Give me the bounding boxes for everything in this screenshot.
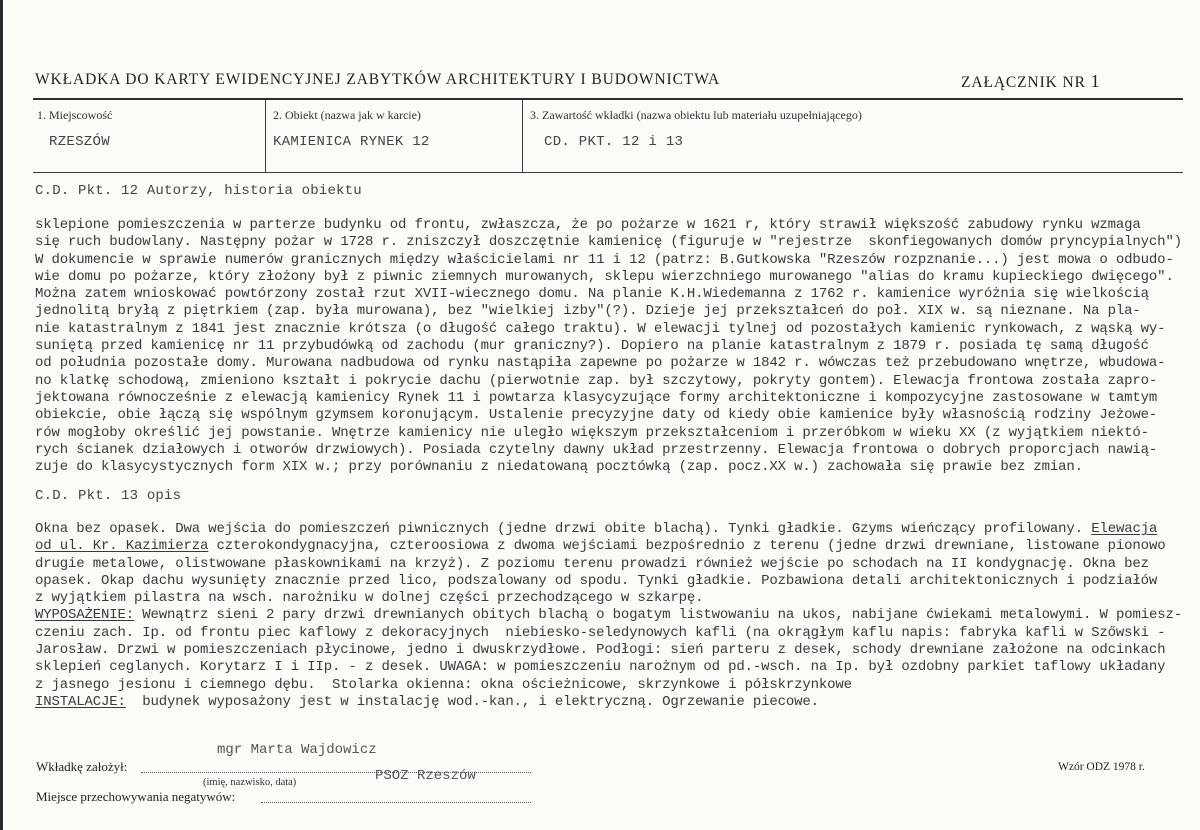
description-text: Okna bez opasek. Dwa wejścia do pomieszczeń piwnicznych (jedne drzwi obite blachą). Tynki gładkie. Gzyms wieńczący profilowany. (35, 521, 1092, 537)
description-text: czterokondygnacyjna, czteroosiowa z dwoma wejściami bezpośrednio z terenu (jedne drzwi drewniane, listowane pionowo (208, 538, 1166, 555)
description-line: drugie metalowe, olistwowane płaskownikami na krzyż). Z poziomu terenu prowadzi również wejście po schodach na II kondygnację. Okna bez (35, 555, 1149, 572)
equipment-line (35, 607, 1195, 624)
history-line: wie domu po pożarze, który złożony był z piwnic ziemnych murowanych, sklepu wierzchniego murowanego "alias do kramu kupieckiego dwięcego". (35, 268, 1174, 285)
history-line: rych ścianek działowych i otworów drzwiowych). Posiada czytelny dawny układ przestrzenny. Elewacja frontowa o dobrych proporcjach nawią- (35, 441, 1158, 458)
history-line: jednolitą bryłą z piętrkiem (zap. była murowana), bez "wielkiej izby"(?). Dzieje jej przekształceń do poł. XIX w. są nieznane. Na pla- (35, 303, 1141, 320)
equipment-line: Jarosław. Drzwi w pomieszczeniach płycinowe, jedno i dwuskrzydłowe. Podłogi: sień parteru z desek, schody drewniane założone na odcinkach (35, 642, 1166, 659)
underlined-text: od ul. Kr. Kazimierza (35, 538, 209, 555)
section-description-heading: C.D. Pkt. 13 opis (35, 488, 182, 504)
history-line: Można zatem wnioskować powtórzony został rzut XVII-wiecznego domu. Na planie K.H.Wiedemanna z 1762 r. kamienice wyróżnia się wielkością (35, 286, 1149, 303)
equipment-text: Wewnątrz sieni 2 pary drzwi drewnianych obitych blachą o bogatym listwowaniu na ukos, nabijane ćwiekami metalowymi. W pomiesz- (134, 607, 1182, 624)
history-line: sklepione pomieszczenia w parterze budynku od frontu, zwłaszcza, że po pożarze w 1621 r, który strawił większość zabudowy rynku wzmaga (35, 217, 1141, 233)
field-label-zawartosc: 3. Zawartość wkładki (nazwa obiektu lub materiału uzupełniającego) (530, 108, 862, 122)
negatives-dotted-line (261, 802, 531, 803)
field-value-obiekt: KAMIENICA RYNEK 12 (273, 134, 430, 150)
history-line: jektowana równocześnie z elewacją kamienicy Rynek 11 i powtarza klasycyzujące formy architektoniczne i kompozycyjne zastosowane w tamtym (35, 389, 1158, 406)
history-line: rów mogłoby określić jej powstanie. Wnętrze kamienicy nie uległo większym przekształceniom i przeróbkom w wieku XX (z wyjątkiem niektó- (35, 424, 1149, 441)
history-line: nie katastralnym z 1841 jest znacznie krótsza (o długość całego traktu). W elewacji tylnej od pozostałych kamienic rynkowach, z wąską wy- (35, 320, 1166, 337)
installations-label: INSTALACJE: (35, 693, 126, 710)
field-value-zawartosc: CD. PKT. 12 i 13 (544, 134, 684, 150)
description-line: opasek. Okap dachu wysunięty znacznie przed lico, podszalowany od spodu. Tynki gładkie. Pozbawiona detali architektonicznych i podziałów (35, 572, 1158, 589)
equipment-line: z jasnego jesionu i ciemnego dębu. Stolarka okienna: okna ościeżnicowe, skrzynkowe i półskrzynkowe (35, 676, 852, 693)
form-version: Wzór ODZ 1978 r. (1058, 761, 1145, 773)
field-label-obiekt: 2. Obiekt (nazwa jak w karcie) (273, 108, 421, 122)
header-rule-top (33, 98, 1183, 100)
field-label-miejscowosc: 1. Miejscowość (37, 108, 113, 122)
author-name: mgr Marta Wajdowicz (217, 742, 377, 758)
author-caption: (imię, nazwisko, data) (203, 777, 297, 788)
history-line: W dokumencie w sprawie numerów granicznych między właścicielami nr 11 i 12 (patrz: B.Gutkowska "Rzeszów rozpznanie...) jest mowa o odbudo- (35, 251, 1174, 268)
field-divider-1 (265, 100, 266, 172)
attachment-label: ZAŁĄCZNIK NR (961, 74, 1086, 91)
attachment-number-value: 1 (1090, 71, 1101, 91)
equipment-line: sklepień ceglanych. Korytarz I i IIp. - z desek. UWAGA: w pomieszczeniu narożnym od pd.-wsch. na Ip. był ozdobny parkiet taflowy układany (35, 659, 1166, 676)
description-paragraph (35, 521, 1195, 711)
attachment-number (961, 71, 1101, 92)
underlined-text: Elewacja (1091, 521, 1158, 537)
equipment-label: WYPOSAŻENIE: (35, 607, 135, 624)
history-paragraph (35, 217, 1195, 476)
negatives-label: Miejsce przechowywania negatywów: (36, 789, 236, 804)
history-line: no klatkę schodową, zmieniono kształt i pokrycie dachu (pierwotnie zap. był szczytowy, pokryty gontem). Elewacja frontowa została zapro- (35, 372, 1158, 389)
author-label: Wkładkę założył: (36, 759, 128, 774)
history-line: zuje do klasycystycznych form XIX w.; przy porównaniu z niedatowaną pocztówką (zap. pocz.XX w.) zachowała się prawie bez zmian. (35, 459, 1083, 476)
header-rule-bottom (33, 172, 1183, 173)
section-history-heading: C.D. Pkt. 12 Autorzy, historia obiektu (35, 183, 362, 199)
history-line: suniętą przed kamienicę nr 11 przybudówką od zachodu (mur graniczny?). Dopiero na planie katastralnym z 1879 r. posiada tę samą długość (35, 338, 1149, 355)
history-line: obiekcie, obie łączą się wspólnym gzymsem koronującym. Ustalenie precyzyjne daty od kiedy obie kamienice były własnością rodziny Jeżowe- (35, 407, 1158, 424)
form-title: WKŁADKA DO KARTY EWIDENCYJNEJ ZABYTKÓW ARCHITEKTURY I BUDOWNICTWA (35, 71, 721, 88)
institution-stamp: PSOZ Rzeszów (375, 768, 476, 784)
description-line (35, 521, 1195, 538)
field-divider-2 (522, 100, 523, 172)
equipment-line: czeniu zach. Ip. od frontu piec kaflowy z dekoracyjnych niebiesko-seledynowych kafli (na okrągłym kaflu napis: fabryka kafli w Szőwski - (35, 624, 1166, 641)
description-line: z wyjątkiem pilastra na wsch. narożniku w dolnej części przechodzącego w szkarpę. (35, 590, 704, 607)
description-line (35, 538, 1195, 555)
field-value-miejscowosc: RZESZÓW (49, 134, 110, 150)
history-line: się ruch budowlany. Następny pożar w 1728 r. zniszczył doszczętnie kamienicę (figuruje w "rejestrze skonfiegowanych domów pryncypialnych") (35, 234, 1182, 251)
history-line: od południa pozostałe domy. Murowana nadbudowa od rynku nastąpiła zapewne po pożarze w 1842 r. wówczas też przebudowano wnętrze, wbudowa- (35, 355, 1166, 372)
installations-line (35, 694, 1195, 711)
installations-text: budynek wyposażony jest w instalację wod.-kan., i elektryczną. Ogrzewanie piecowe. (125, 693, 819, 710)
